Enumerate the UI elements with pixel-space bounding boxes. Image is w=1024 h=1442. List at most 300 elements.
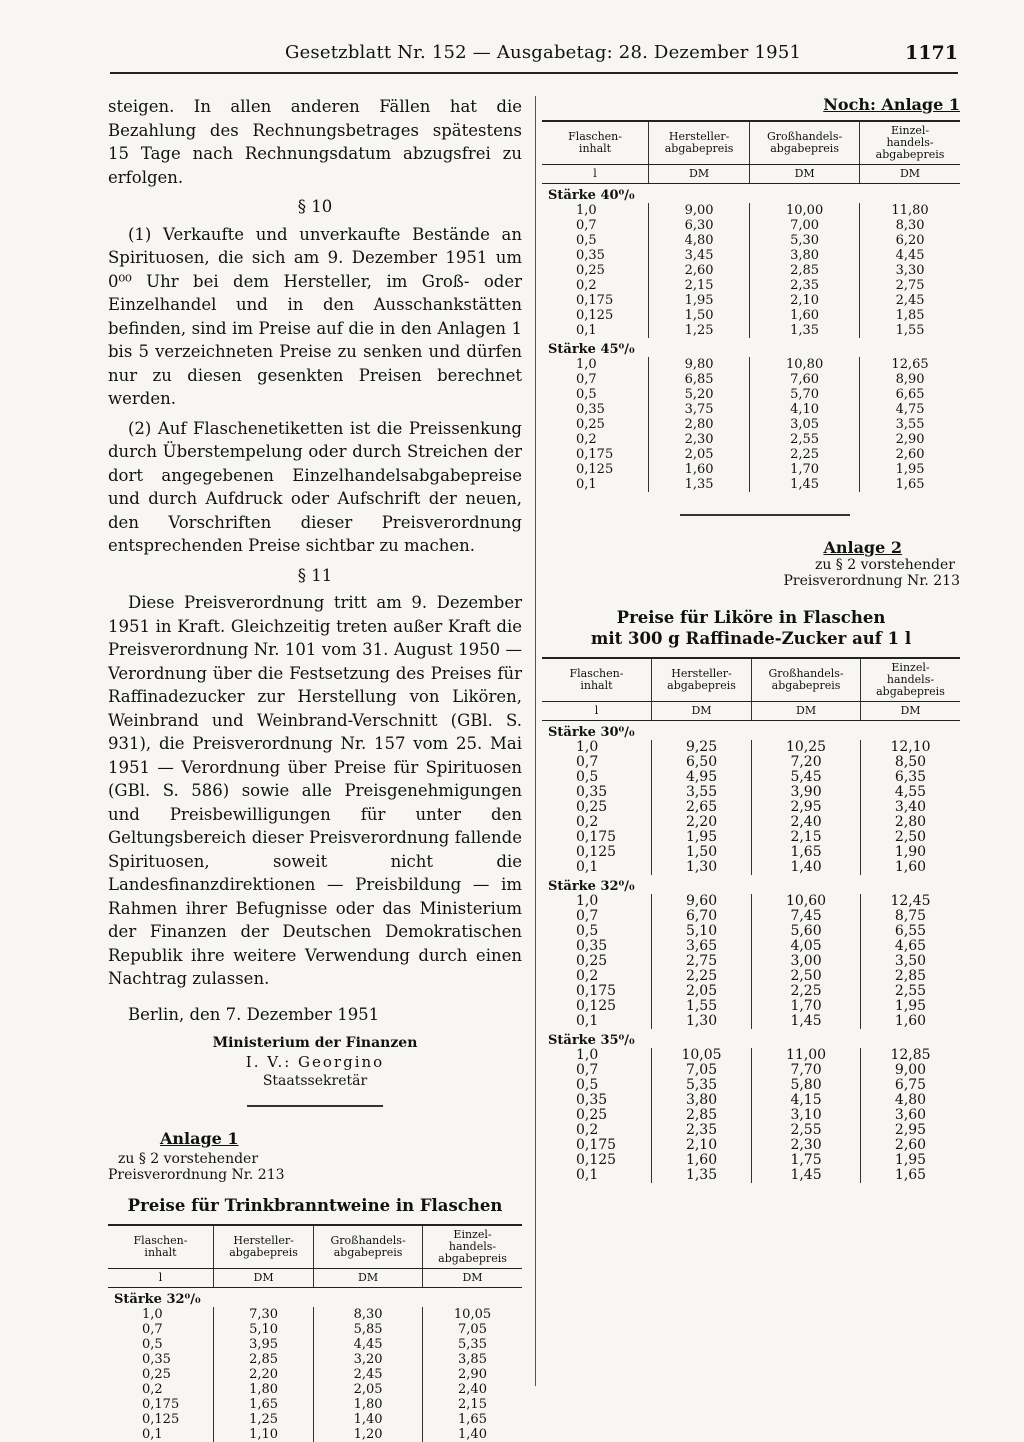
- volume-cell: 0,7: [576, 1062, 599, 1078]
- wholesale-price-cell: 5,70: [750, 387, 860, 402]
- wholesale-price-cell: 2,95: [752, 800, 861, 815]
- producer-price-cell: 1,30: [651, 860, 751, 875]
- unit-retail: DM: [861, 702, 961, 721]
- retail-price-cell: 11,80: [860, 203, 960, 218]
- table-row: [542, 1168, 960, 1183]
- wholesale-price-cell: 1,80: [314, 1397, 423, 1412]
- col-header-wholesale: Großhandels- abgabepreis: [750, 121, 860, 165]
- volume-cell: 0,125: [576, 308, 614, 323]
- volume-cell: 0,5: [576, 923, 599, 939]
- volume-cell: 0,25: [576, 1107, 608, 1123]
- table-row: [542, 387, 960, 402]
- retail-price-cell: 2,15: [423, 1397, 522, 1412]
- volume-cell: 0,125: [576, 1152, 617, 1168]
- wholesale-price-cell: 1,45: [752, 1168, 861, 1183]
- volume-cell: 0,1: [576, 859, 599, 875]
- wholesale-price-cell: 1,35: [750, 323, 860, 338]
- retail-price-cell: 1,95: [860, 462, 960, 477]
- wholesale-price-cell: 3,05: [750, 417, 860, 432]
- strength-group-row: [542, 338, 960, 357]
- column-divider: [535, 96, 536, 1386]
- volume-cell: 0,2: [576, 1122, 599, 1138]
- unit-wholesale: DM: [750, 165, 860, 184]
- paragraph-10-1: (1) Verkaufte und unverkaufte Bestände an Spirituosen, die sich am 9. Dezember 1951 um 0⁰⁰ Uhr bei dem Hersteller, im Groß- oder Einzelhandel und in den Ausschankstätten befinden, sind im Preise auf die in den Anlagen 1 bis 5 verzeichneten Preise zu senken und dürfen nur zu diesen gesenkten Preisen berechnet werden.: [108, 224, 522, 408]
- table-row: [542, 218, 960, 233]
- table-row: [542, 462, 960, 477]
- strength-group-row: [108, 1287, 522, 1307]
- volume-cell: 0,25: [576, 263, 605, 278]
- volume-cell: 0,35: [576, 248, 605, 263]
- table-row: [542, 815, 960, 830]
- col-header-wholesale: Großhandels- abgabepreis: [752, 658, 861, 702]
- strength-label: Stärke 32⁰/₀: [548, 879, 635, 894]
- table-row: [542, 203, 960, 218]
- wholesale-price-cell: 3,20: [314, 1352, 423, 1367]
- signature-ministry: Ministerium der Finanzen: [212, 1035, 418, 1051]
- table-row: [542, 233, 960, 248]
- producer-price-cell: 2,25: [651, 969, 751, 984]
- table-row: [542, 278, 960, 293]
- wholesale-price-cell: 5,45: [752, 770, 861, 785]
- wholesale-price-cell: 5,85: [314, 1322, 423, 1337]
- producer-price-cell: 1,25: [214, 1412, 314, 1427]
- retail-price-cell: 1,65: [423, 1412, 522, 1427]
- table-row: [542, 924, 960, 939]
- retail-price-cell: 6,35: [861, 770, 961, 785]
- paragraph-intro: steigen. In allen anderen Fällen hat die Bezahlung des Rechnungsbetrages spätestens 15 Tage nach Rechnungsdatum abzugsfrei zu erfolgen.: [108, 97, 522, 187]
- volume-cell: 0,35: [576, 938, 608, 954]
- unit-producer: DM: [649, 165, 750, 184]
- table-row: [542, 830, 960, 845]
- retail-price-cell: 8,75: [861, 909, 961, 924]
- retail-price-cell: 1,55: [860, 323, 960, 338]
- retail-price-cell: 1,95: [861, 1153, 961, 1168]
- retail-price-cell: 2,45: [860, 293, 960, 308]
- price-table-3: [542, 657, 960, 1183]
- strength-label: Stärke 45⁰/₀: [548, 342, 635, 357]
- volume-cell: 0,175: [142, 1396, 180, 1412]
- wholesale-price-cell: 2,35: [750, 278, 860, 293]
- volume-cell: 0,125: [576, 998, 617, 1014]
- retail-price-cell: 6,65: [860, 387, 960, 402]
- volume-cell: 0,175: [576, 983, 617, 999]
- retail-price-cell: 1,40: [423, 1427, 522, 1442]
- retail-price-cell: 4,80: [861, 1093, 961, 1108]
- retail-price-cell: 4,45: [860, 248, 960, 263]
- wholesale-price-cell: 3,10: [752, 1108, 861, 1123]
- table-row: [542, 1078, 960, 1093]
- producer-price-cell: 2,80: [649, 417, 750, 432]
- producer-price-cell: 1,25: [649, 323, 750, 338]
- wholesale-price-cell: 1,20: [314, 1427, 423, 1442]
- retail-price-cell: 7,05: [423, 1322, 522, 1337]
- paragraph-10-2: (2) Auf Flaschenetiketten ist die Preissenkung durch Überstempelung oder durch Streichen der dort angegebenen Einzelhandelsabgabepreise und durch Aufdruck oder Aufschrift der neuen, den Vorschriften dieser Preisverordnung entsprechenden Preise sichtbar zu machen.: [108, 418, 522, 555]
- table3-title: [542, 607, 960, 649]
- volume-cell: 0,2: [576, 814, 599, 830]
- col-header-producer: Hersteller- abgabepreis: [214, 1225, 314, 1269]
- volume-cell: 0,5: [576, 769, 599, 785]
- unit-volume: l: [542, 165, 649, 184]
- table-row: [542, 357, 960, 372]
- signature-name: I. V.: Georgino: [245, 1053, 385, 1071]
- volume-cell: 0,5: [142, 1336, 163, 1352]
- signature-block: [108, 1034, 522, 1091]
- strength-group-row: [542, 184, 960, 204]
- anlage1-block: [108, 1127, 522, 1183]
- volume-cell: 0,7: [576, 218, 597, 233]
- wholesale-price-cell: 2,25: [752, 984, 861, 999]
- producer-price-cell: 4,95: [651, 770, 751, 785]
- producer-price-cell: 1,60: [651, 1153, 751, 1168]
- table-row: [542, 1153, 960, 1168]
- producer-price-cell: 2,75: [651, 954, 751, 969]
- producer-price-cell: 3,55: [651, 785, 751, 800]
- wholesale-price-cell: 2,15: [752, 830, 861, 845]
- wholesale-price-cell: 5,60: [752, 924, 861, 939]
- volume-cell: 0,175: [576, 829, 617, 845]
- producer-price-cell: 1,10: [214, 1427, 314, 1442]
- wholesale-price-cell: 3,90: [752, 785, 861, 800]
- strength-label: Stärke 30⁰/₀: [548, 725, 635, 740]
- producer-price-cell: 6,30: [649, 218, 750, 233]
- unit-wholesale: DM: [314, 1268, 423, 1287]
- volume-cell: 0,2: [576, 432, 597, 447]
- wholesale-price-cell: 1,70: [750, 462, 860, 477]
- producer-price-cell: 9,00: [649, 203, 750, 218]
- wholesale-price-cell: 2,40: [752, 815, 861, 830]
- wholesale-price-cell: 10,25: [752, 740, 861, 755]
- volume-cell: 0,1: [142, 1426, 163, 1442]
- volume-cell: 0,2: [576, 968, 599, 984]
- retail-price-cell: 8,50: [861, 755, 961, 770]
- unit-producer: DM: [651, 702, 751, 721]
- producer-price-cell: 9,60: [651, 894, 751, 909]
- table-row: [542, 939, 960, 954]
- producer-price-cell: 2,60: [649, 263, 750, 278]
- producer-price-cell: 3,80: [651, 1093, 751, 1108]
- retail-price-cell: 4,75: [860, 402, 960, 417]
- wholesale-price-cell: 7,00: [750, 218, 860, 233]
- producer-price-cell: 10,05: [651, 1048, 751, 1063]
- header-title: Gesetzblatt Nr. 152 — Ausgabetag: 28. Dezember 1951: [285, 42, 802, 63]
- table-row: [542, 894, 960, 909]
- wholesale-price-cell: 5,80: [752, 1078, 861, 1093]
- producer-price-cell: 1,80: [214, 1382, 314, 1397]
- volume-cell: 0,2: [142, 1381, 163, 1397]
- retail-price-cell: 2,75: [860, 278, 960, 293]
- retail-price-cell: 1,60: [861, 1014, 961, 1029]
- producer-price-cell: 2,05: [649, 447, 750, 462]
- volume-cell: 1,0: [576, 739, 599, 755]
- volume-cell: 0,125: [576, 844, 617, 860]
- table-row: [542, 1014, 960, 1029]
- producer-price-cell: 4,80: [649, 233, 750, 248]
- retail-price-cell: 6,75: [861, 1078, 961, 1093]
- paragraph-11: Diese Preisverordnung tritt am 9. Dezember 1951 in Kraft. Gleichzeitig treten außer Kraft die Preisverordnung Nr. 101 vom 31. August 1950 — Verordnung über die Festsetzung des Preises für Raffinadezucker zur Herstellung von Likören, Weinbrand und Weinbrand-Verschnitt (GBl. S. 931), die Preisverordnung Nr. 157 vom 25. Mai 1951 — Verordnung über Preise für Spirituosen (GBl. S. 586) sowie alle Preisgenehmigungen und Preisbewilligungen für unter den Geltungsbereich dieser Preisverordnung fallende Spirituosen, soweit nicht die Landesfinanzdirektionen — Preisbildung — im Rahmen ihrer Befugnisse oder das Ministerium der Finanzen der Deutschen Demokratischen Republik ihre weitere Verwendung durch einen Nachtrag zulassen.: [108, 593, 522, 988]
- col-header-producer: Hersteller- abgabepreis: [649, 121, 750, 165]
- wholesale-price-cell: 1,70: [752, 999, 861, 1014]
- col-header-retail: Einzel- handels- abgabepreis: [860, 121, 960, 165]
- producer-price-cell: 2,20: [651, 815, 751, 830]
- retail-price-cell: 12,65: [860, 357, 960, 372]
- volume-cell: 0,7: [576, 754, 599, 770]
- table-row: [542, 432, 960, 447]
- table-row: [542, 800, 960, 815]
- col-header-volume: Flaschen- inhalt: [542, 121, 649, 165]
- table-row: [542, 1123, 960, 1138]
- wholesale-price-cell: 2,45: [314, 1367, 423, 1382]
- volume-cell: 1,0: [576, 357, 597, 372]
- volume-cell: 0,7: [142, 1321, 163, 1337]
- anlage2-ref-line2: Preisverordnung Nr. 213: [783, 573, 960, 589]
- table-row: [542, 323, 960, 338]
- retail-price-cell: 1,85: [860, 308, 960, 323]
- retail-price-cell: 2,60: [860, 447, 960, 462]
- anlage2-ref-line1: zu § 2 vorstehender: [814, 557, 955, 573]
- producer-price-cell: 9,25: [651, 740, 751, 755]
- table-row: [542, 860, 960, 875]
- table-row: [542, 417, 960, 432]
- volume-cell: 0,1: [576, 1013, 599, 1029]
- wholesale-price-cell: 4,05: [752, 939, 861, 954]
- retail-price-cell: 3,30: [860, 263, 960, 278]
- table-row: [542, 954, 960, 969]
- producer-price-cell: 1,95: [649, 293, 750, 308]
- price-table-2-head: [542, 121, 960, 184]
- unit-volume: l: [542, 702, 651, 721]
- retail-price-cell: 3,55: [860, 417, 960, 432]
- volume-cell: 0,35: [142, 1351, 171, 1367]
- producer-price-cell: 5,10: [651, 924, 751, 939]
- section-10-heading: § 10: [297, 197, 333, 216]
- producer-price-cell: 3,95: [214, 1337, 314, 1352]
- producer-price-cell: 9,80: [649, 357, 750, 372]
- anlage1-ref-line1: zu § 2 vorstehender: [118, 1150, 259, 1167]
- table-row: [542, 740, 960, 755]
- divider-rule: [247, 1105, 383, 1107]
- volume-cell: 1,0: [576, 203, 597, 218]
- price-table-3-head: [542, 658, 960, 721]
- volume-cell: 0,7: [576, 372, 597, 387]
- retail-price-cell: 3,85: [423, 1352, 522, 1367]
- producer-price-cell: 5,10: [214, 1322, 314, 1337]
- table-row: [108, 1367, 522, 1382]
- retail-price-cell: 12,10: [861, 740, 961, 755]
- wholesale-price-cell: 3,00: [752, 954, 861, 969]
- producer-price-cell: 2,15: [649, 278, 750, 293]
- volume-cell: 0,5: [576, 387, 597, 402]
- volume-cell: 0,25: [576, 799, 608, 815]
- retail-price-cell: 2,90: [423, 1367, 522, 1382]
- wholesale-price-cell: 5,30: [750, 233, 860, 248]
- producer-price-cell: 3,65: [651, 939, 751, 954]
- unit-volume: l: [108, 1268, 214, 1287]
- price-table-1-head: [108, 1225, 522, 1288]
- volume-cell: 0,175: [576, 293, 614, 308]
- wholesale-price-cell: 7,20: [752, 755, 861, 770]
- volume-cell: 0,2: [576, 278, 597, 293]
- producer-price-cell: 2,20: [214, 1367, 314, 1382]
- retail-price-cell: 2,60: [861, 1138, 961, 1153]
- producer-price-cell: 2,30: [649, 432, 750, 447]
- producer-price-cell: 1,50: [649, 308, 750, 323]
- table-row: [108, 1397, 522, 1412]
- volume-cell: 0,125: [576, 462, 614, 477]
- col-header-retail: Einzel- handels- abgabepreis: [423, 1225, 522, 1269]
- producer-price-cell: 3,45: [649, 248, 750, 263]
- producer-price-cell: 7,30: [214, 1307, 314, 1322]
- table-row: [542, 372, 960, 387]
- producer-price-cell: 1,95: [651, 830, 751, 845]
- strength-group-row: [542, 721, 960, 741]
- producer-price-cell: 2,35: [651, 1123, 751, 1138]
- wholesale-price-cell: 10,80: [750, 357, 860, 372]
- table-row: [542, 770, 960, 785]
- table-row: [542, 263, 960, 278]
- divider-rule-right: [680, 514, 850, 516]
- retail-price-cell: 8,30: [860, 218, 960, 233]
- table-row: [108, 1412, 522, 1427]
- table-row: [542, 1048, 960, 1063]
- producer-price-cell: 5,35: [651, 1078, 751, 1093]
- volume-cell: 1,0: [142, 1306, 163, 1322]
- page-number: 1171: [905, 42, 958, 64]
- wholesale-price-cell: 4,45: [314, 1337, 423, 1352]
- col-header-producer: Hersteller- abgabepreis: [651, 658, 751, 702]
- strength-group-row: [542, 1029, 960, 1048]
- producer-price-cell: 6,85: [649, 372, 750, 387]
- page-header: [110, 42, 958, 74]
- retail-price-cell: 2,85: [861, 969, 961, 984]
- unit-retail: DM: [423, 1268, 522, 1287]
- producer-price-cell: 1,60: [649, 462, 750, 477]
- table-row: [108, 1427, 522, 1442]
- price-table-2: [542, 120, 960, 492]
- table-row: [108, 1382, 522, 1397]
- retail-price-cell: 8,90: [860, 372, 960, 387]
- wholesale-price-cell: 2,25: [750, 447, 860, 462]
- wholesale-price-cell: 2,30: [752, 1138, 861, 1153]
- wholesale-price-cell: 2,55: [752, 1123, 861, 1138]
- table-row: [542, 308, 960, 323]
- table3-title-line2: mit 300 g Raffinade-Zucker auf 1 l: [590, 629, 912, 648]
- strength-label: Stärke 35⁰/₀: [548, 1033, 635, 1048]
- producer-price-cell: 2,10: [651, 1138, 751, 1153]
- wholesale-price-cell: 7,70: [752, 1063, 861, 1078]
- retail-price-cell: 2,95: [861, 1123, 961, 1138]
- table-row: [542, 1063, 960, 1078]
- wholesale-price-cell: 2,55: [750, 432, 860, 447]
- table-row: [542, 999, 960, 1014]
- table-row: [108, 1337, 522, 1352]
- wholesale-price-cell: 1,75: [752, 1153, 861, 1168]
- producer-price-cell: 6,70: [651, 909, 751, 924]
- table-row: [542, 785, 960, 800]
- producer-price-cell: 2,85: [651, 1108, 751, 1123]
- volume-cell: 0,25: [142, 1366, 171, 1382]
- table-row: [542, 402, 960, 417]
- col-header-volume: Flaschen- inhalt: [108, 1225, 214, 1269]
- producer-price-cell: 1,50: [651, 845, 751, 860]
- volume-cell: 0,125: [142, 1411, 180, 1427]
- table-row: [542, 969, 960, 984]
- wholesale-price-cell: 1,65: [752, 845, 861, 860]
- volume-cell: 0,5: [576, 1077, 599, 1093]
- retail-price-cell: 2,80: [861, 815, 961, 830]
- strength-label: Stärke 32⁰/₀: [114, 1291, 201, 1307]
- wholesale-price-cell: 2,85: [750, 263, 860, 278]
- wholesale-price-cell: 1,40: [314, 1412, 423, 1427]
- retail-price-cell: 2,40: [423, 1382, 522, 1397]
- wholesale-price-cell: 8,30: [314, 1307, 423, 1322]
- place-date: Berlin, den 7. Dezember 1951: [128, 1004, 380, 1024]
- wholesale-price-cell: 1,45: [750, 477, 860, 492]
- volume-cell: 0,5: [576, 233, 597, 248]
- retail-price-cell: 4,55: [861, 785, 961, 800]
- retail-price-cell: 3,50: [861, 954, 961, 969]
- producer-price-cell: 1,35: [651, 1168, 751, 1183]
- producer-price-cell: 2,85: [214, 1352, 314, 1367]
- volume-cell: 0,25: [576, 953, 608, 969]
- retail-price-cell: 1,90: [861, 845, 961, 860]
- wholesale-price-cell: 7,45: [752, 909, 861, 924]
- retail-price-cell: 4,65: [861, 939, 961, 954]
- table-row: [542, 755, 960, 770]
- table3-title-line1: Preise für Liköre in Flaschen: [616, 608, 886, 627]
- noch-anlage-heading: Noch: Anlage 1: [823, 95, 960, 114]
- wholesale-price-cell: 10,00: [750, 203, 860, 218]
- wholesale-price-cell: 1,45: [752, 1014, 861, 1029]
- wholesale-price-cell: 4,15: [752, 1093, 861, 1108]
- price-table-3-body: [542, 721, 960, 1184]
- anlage1-ref-line2: Preisverordnung Nr. 213: [108, 1166, 285, 1183]
- unit-retail: DM: [860, 165, 960, 184]
- price-table-1: [108, 1224, 522, 1442]
- left-column: [108, 95, 522, 1442]
- right-column: [542, 95, 960, 1183]
- producer-price-cell: 2,05: [651, 984, 751, 999]
- producer-price-cell: 2,65: [651, 800, 751, 815]
- retail-price-cell: 9,00: [861, 1063, 961, 1078]
- volume-cell: 0,35: [576, 1092, 608, 1108]
- retail-price-cell: 2,55: [861, 984, 961, 999]
- section-11-heading: § 11: [297, 565, 333, 585]
- table-row: [542, 984, 960, 999]
- wholesale-price-cell: 2,05: [314, 1382, 423, 1397]
- volume-cell: 0,35: [576, 784, 608, 800]
- volume-cell: 0,35: [576, 402, 605, 417]
- unit-producer: DM: [214, 1268, 314, 1287]
- producer-price-cell: 1,35: [649, 477, 750, 492]
- volume-cell: 0,1: [576, 323, 597, 338]
- wholesale-price-cell: 11,00: [752, 1048, 861, 1063]
- table-row: [542, 1138, 960, 1153]
- producer-price-cell: 6,50: [651, 755, 751, 770]
- table-row: [542, 248, 960, 263]
- col-header-wholesale: Großhandels- abgabepreis: [314, 1225, 423, 1269]
- volume-cell: 1,0: [576, 893, 599, 909]
- table-row: [542, 447, 960, 462]
- wholesale-price-cell: 2,10: [750, 293, 860, 308]
- strength-group-row: [542, 875, 960, 894]
- table-row: [542, 1108, 960, 1123]
- retail-price-cell: 6,20: [860, 233, 960, 248]
- anlage1-title: Anlage 1: [160, 1129, 239, 1148]
- col-header-retail: Einzel- handels- abgabepreis: [861, 658, 961, 702]
- volume-cell: 0,25: [576, 417, 605, 432]
- col-header-volume: Flaschen- inhalt: [542, 658, 651, 702]
- table1-title: Preise für Trinkbranntweine in Flaschen: [127, 1195, 503, 1215]
